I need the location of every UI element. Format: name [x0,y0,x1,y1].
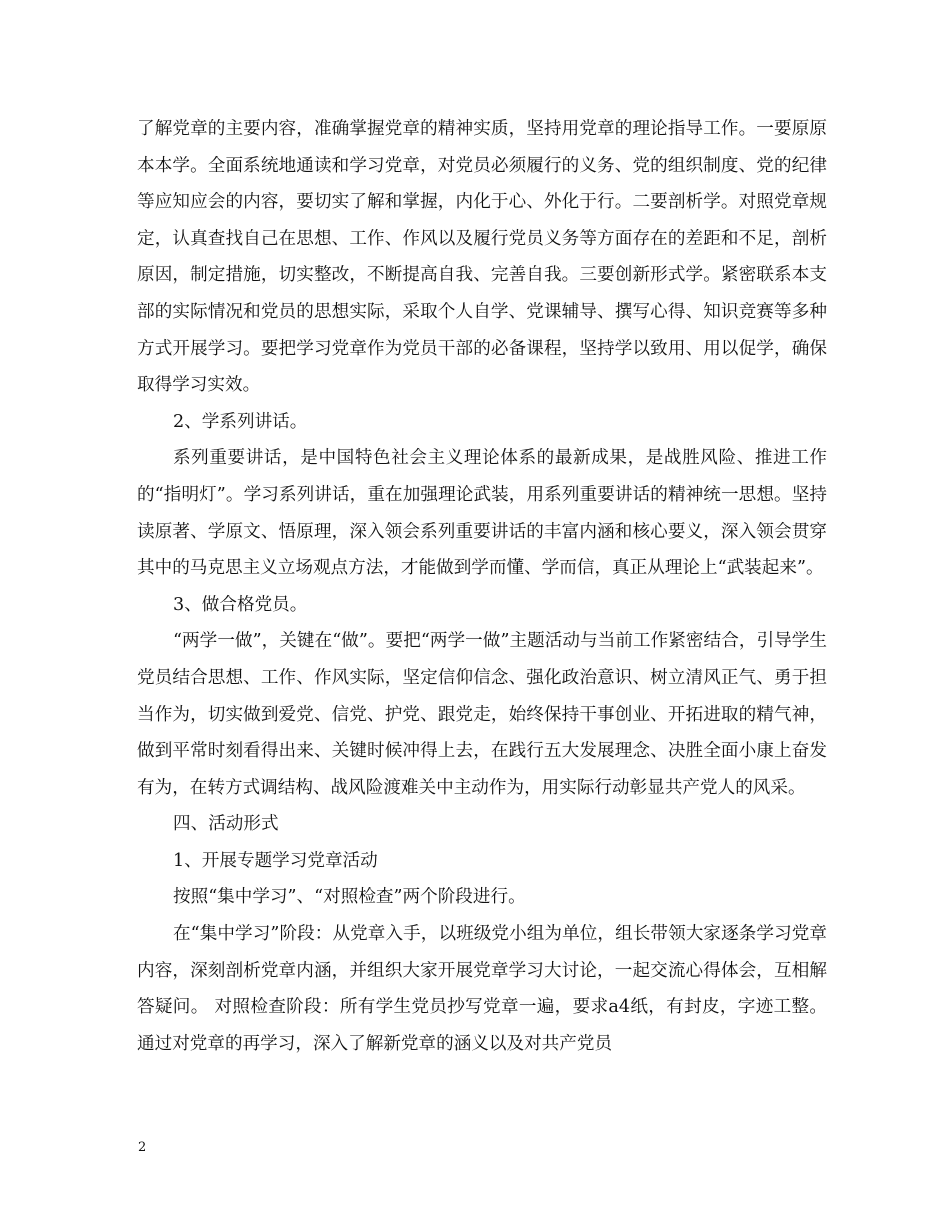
body-text [137,111,827,1062]
paragraph-9: 在“集中学习”阶段：从党章入手，以班级党小组为单位，组长带领大家逐条学习党章内容，深刻剖析党章内涵，并组织大家开展党章学习大讨论，一起交流心得体会，互相解答疑问。 对照检查阶段：所有学生党员抄写党章一遍，要求a4纸，有封皮，字迹工整。通过对党章的再学习，深入了解新党章的涵义以及对共产党员 [137,924,827,1054]
paragraph-8: 按照“集中学习”、“对照检查”两个阶段进行。 [173,887,526,908]
heading-study-series-speeches: 2、学系列讲话。 [173,411,308,432]
paragraph-1: 了解党章的主要内容，准确掌握党章的精神实质，坚持用党章的理论指导工作。一要原原本本学。全面系统地通读和学习党章，对党员必须履行的义务、党的组织制度、党的纪律等应知应会的内容，要切实了解和掌握，内化于心、外化于行。二要剖析学。对照党章规定，认真查找自己在思想、工作、作风以及履行党员义务等方面存在的差距和不足，剖析原因，制定措施，切实整改，不断提高自我、完善自我。三要创新形式学。紧密联系本支部的实际情况和党员的思想实际，采取个人自学、党课辅导、撰写心得、知识竞赛等多种方式开展学习。要把学习党章作为党员干部的必备课程，坚持学以致用、用以促学，确保取得学习实效。 [137,119,827,396]
paragraph-5: “两学一做”，关键在“做”。要把“两学一做”主题活动与当前工作紧密结合，引导学生党员结合思想、工作、作风实际，坚定信仰信念、强化政治意识、树立清风正气、勇于担当作为，切实做到爱党、信党、护党、跟党走，始终保持干事创业、开拓进取的精气神，做到平常时刻看得出来、关键时候冲得上去，在践行五大发展理念、决胜全面小康上奋发有为，在转方式调结构、战风险渡难关中主动作为，用实际行动彰显共产党人的风采。 [137,631,827,798]
paragraph-3: 系列重要讲话，是中国特色社会主义理论体系的最新成果，是战胜风险、推进工作的“指明灯”。学习系列讲话，重在加强理论武装，用系列重要讲话的精神统一思想。坚持读原著、学原文、悟原理，深入领会系列重要讲话的丰富内涵和核心要义，深入领会贯穿其中的马克思主义立场观点方法，才能做到学而懂、学而信，真正从理论上“武装起来”。 [137,448,827,579]
page-number: 2 [138,1140,147,1155]
heading-qualified-member: 3、做合格党员。 [173,594,308,615]
heading-party-constitution-study: 1、开展专题学习党章活动 [173,850,378,871]
heading-activity-forms: 四、活动形式 [173,814,279,835]
